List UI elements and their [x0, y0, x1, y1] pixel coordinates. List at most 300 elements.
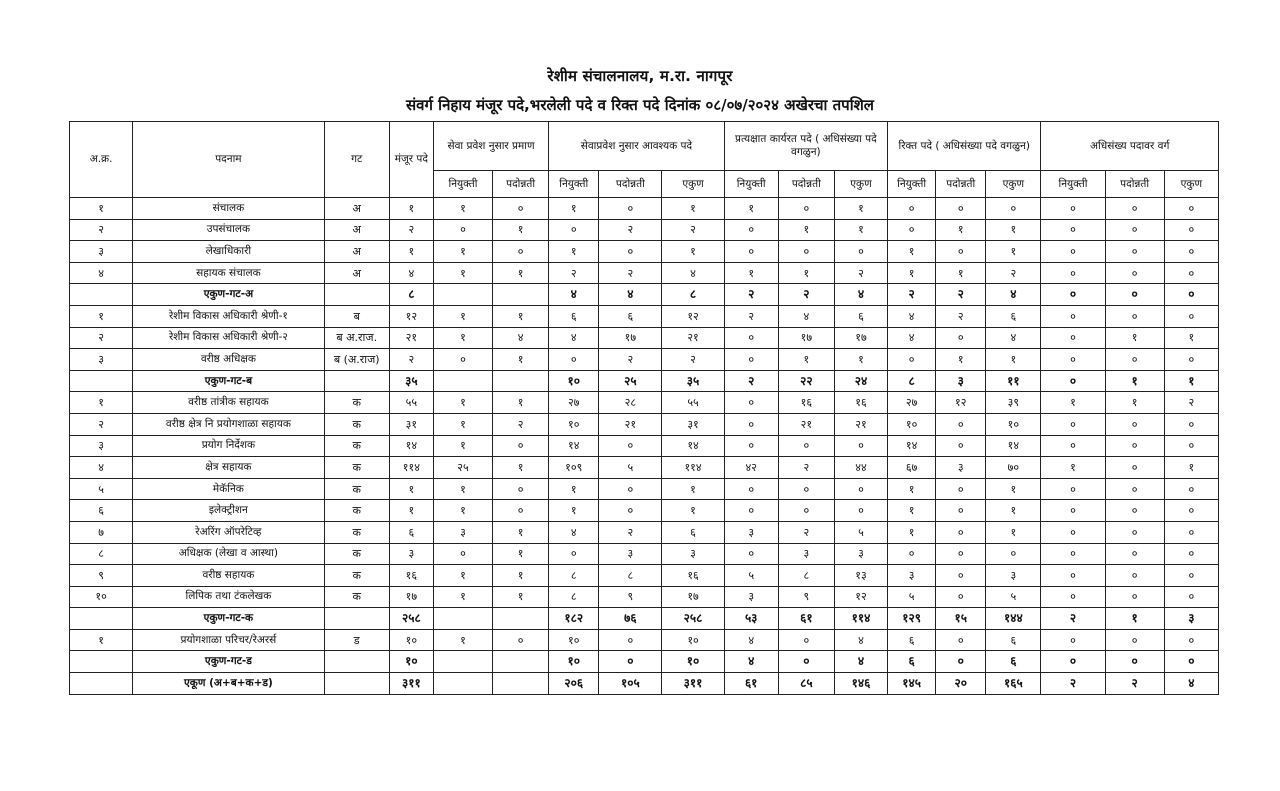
total-row	[70, 651, 1219, 673]
total-row	[70, 673, 1219, 695]
subheader-promotion: पदोन्नती	[493, 171, 549, 198]
table-cell	[493, 370, 549, 392]
table-cell: ०	[1105, 651, 1164, 673]
table-cell: ६	[549, 305, 599, 327]
table-cell: १	[986, 349, 1041, 371]
table-cell: १	[936, 219, 986, 241]
table-cell: २	[549, 262, 599, 284]
table-cell: ५	[724, 565, 778, 587]
group-cell: ड	[324, 629, 389, 651]
table-cell: १	[724, 262, 778, 284]
table-cell: ०	[599, 478, 662, 500]
group-cell: अ	[324, 198, 389, 220]
table-cell: १	[778, 262, 834, 284]
table-row	[70, 478, 1219, 500]
table-cell: ०	[834, 478, 887, 500]
table-cell: १	[986, 478, 1041, 500]
table-cell: ०	[1105, 586, 1164, 608]
table-cell: ०	[936, 198, 986, 220]
subheader-total: एकुण	[834, 171, 887, 198]
table-cell: ०	[1105, 262, 1164, 284]
group-cell: अ	[324, 219, 389, 241]
table-cell: २४	[834, 370, 887, 392]
table-row	[70, 413, 1219, 435]
table-cell: २०	[936, 673, 986, 695]
table-cell: ०	[1164, 284, 1218, 306]
table-cell: २	[888, 284, 936, 306]
table-cell: ०	[1164, 478, 1218, 500]
table-cell: १	[1164, 327, 1218, 349]
group-cell: क	[324, 478, 389, 500]
total-row	[70, 284, 1219, 306]
table-cell: ३१	[662, 413, 724, 435]
table-cell: १	[389, 198, 433, 220]
table-cell: २	[724, 370, 778, 392]
table-cell: ०	[724, 219, 778, 241]
table-cell: ५	[888, 586, 936, 608]
group-cell: ब	[324, 305, 389, 327]
table-cell: ७६	[599, 608, 662, 630]
table-cell: ०	[493, 435, 549, 457]
table-cell: १४६	[834, 673, 887, 695]
table-cell: ०	[1041, 413, 1105, 435]
post-name-cell: लिपिक तथा टंकलेखक	[133, 586, 324, 608]
serial-cell: ३	[70, 349, 133, 371]
group-cell: क	[324, 500, 389, 522]
table-cell: १४	[549, 435, 599, 457]
group-cell: क	[324, 521, 389, 543]
header-working: प्रत्यक्षात कार्यरत पदे ( अधिसंख्या पदे वगळुन)	[724, 122, 887, 171]
table-cell: ०	[724, 241, 778, 263]
table-cell: १	[493, 521, 549, 543]
table-cell: ०	[1105, 198, 1164, 220]
table-cell: ०	[936, 629, 986, 651]
table-cell: ०	[1041, 565, 1105, 587]
table-cell: ६	[986, 305, 1041, 327]
table-cell: १०	[389, 629, 433, 651]
post-name-cell: सहायक संचालक	[133, 262, 324, 284]
table-cell: ०	[834, 435, 887, 457]
table-cell: १	[493, 305, 549, 327]
table-cell: ३	[778, 543, 834, 565]
table-cell: १६	[778, 392, 834, 414]
table-cell: २५	[433, 457, 492, 479]
post-name-cell: इलेक्ट्रीशन	[133, 500, 324, 522]
table-cell: १	[493, 349, 549, 371]
table-cell: ०	[1164, 262, 1218, 284]
serial-cell: २	[70, 413, 133, 435]
table-cell: ०	[888, 219, 936, 241]
serial-cell: ७	[70, 521, 133, 543]
document-title: रेशीम संचालनालय, म.रा. नागपूर	[547, 67, 733, 85]
table-cell	[493, 673, 549, 695]
table-cell: १	[433, 198, 492, 220]
table-cell: १	[778, 349, 834, 371]
subheader-promotion: पदोन्नती	[936, 171, 986, 198]
table-cell: २	[986, 262, 1041, 284]
table-cell: १	[936, 262, 986, 284]
table-cell: ०	[493, 241, 549, 263]
table-cell: १	[433, 241, 492, 263]
table-cell: ८	[778, 565, 834, 587]
table-cell: १७	[662, 586, 724, 608]
group-cell: क	[324, 543, 389, 565]
table-cell: २७	[549, 392, 599, 414]
table-cell: १	[433, 305, 492, 327]
table-cell: १४४	[986, 608, 1041, 630]
table-cell	[433, 284, 492, 306]
serial-cell: २	[70, 327, 133, 349]
table-cell: ३	[599, 543, 662, 565]
table-cell: १	[662, 500, 724, 522]
group-cell	[324, 370, 389, 392]
table-cell: ५	[834, 521, 887, 543]
table-cell: ६	[986, 651, 1041, 673]
table-cell: ०	[1164, 435, 1218, 457]
table-cell: ५	[599, 457, 662, 479]
table-cell: ०	[936, 500, 986, 522]
table-cell: १	[662, 241, 724, 263]
table-cell: ०	[599, 500, 662, 522]
table-cell: ३	[1164, 608, 1218, 630]
table-cell: ५	[986, 586, 1041, 608]
serial-cell: १	[70, 629, 133, 651]
table-cell: १	[1105, 392, 1164, 414]
group-cell: ब (अ.राज)	[324, 349, 389, 371]
table-cell: १	[1105, 327, 1164, 349]
table-cell: ०	[724, 349, 778, 371]
table-cell: १०	[549, 651, 599, 673]
table-cell: ०	[1164, 241, 1218, 263]
table-cell: ०	[1105, 478, 1164, 500]
table-cell: १	[389, 500, 433, 522]
table-cell: २१	[389, 327, 433, 349]
table-cell: ३११	[389, 673, 433, 695]
table-cell: २	[389, 219, 433, 241]
post-name-cell: प्रयोग निर्देशक	[133, 435, 324, 457]
table-cell: ०	[936, 241, 986, 263]
table-cell: १	[1105, 608, 1164, 630]
table-cell: ०	[1164, 543, 1218, 565]
table-cell: ०	[936, 478, 986, 500]
table-row	[70, 500, 1219, 522]
table-cell: ४	[778, 305, 834, 327]
table-cell: ०	[493, 478, 549, 500]
table-cell: २१	[599, 413, 662, 435]
table-cell: ०	[549, 219, 599, 241]
table-cell: ०	[1164, 521, 1218, 543]
table-cell: १	[433, 565, 492, 587]
post-name-cell: वरीष्ठ अधिक्षक	[133, 349, 324, 371]
table-cell: १	[936, 349, 986, 371]
table-row	[70, 219, 1219, 241]
table-cell: ६	[389, 521, 433, 543]
table-cell: २	[724, 305, 778, 327]
table-cell: ०	[1164, 586, 1218, 608]
table-cell: १६	[834, 392, 887, 414]
subheader-total: एकुण	[1164, 171, 1218, 198]
group-cell: क	[324, 435, 389, 457]
table-cell: १४	[888, 435, 936, 457]
post-name-cell: संचालक	[133, 198, 324, 220]
header-vacant: रिक्त पदे ( अधिसंख्या पदे वगळुन)	[888, 122, 1041, 171]
serial-cell	[70, 673, 133, 695]
table-cell: १६५	[986, 673, 1041, 695]
table-cell: ३	[724, 586, 778, 608]
table-cell: १२	[936, 392, 986, 414]
serial-cell	[70, 284, 133, 306]
table-cell: ४	[986, 327, 1041, 349]
table-cell: ५५	[662, 392, 724, 414]
table-cell: ०	[986, 198, 1041, 220]
table-cell: ४	[986, 284, 1041, 306]
table-cell: ४	[389, 262, 433, 284]
group-cell	[324, 673, 389, 695]
post-name-cell: वरीष्ठ सहायक	[133, 565, 324, 587]
table-cell: ४	[599, 284, 662, 306]
header-group: गट	[324, 122, 389, 198]
table-cell: ०	[1041, 305, 1105, 327]
serial-cell: ४	[70, 457, 133, 479]
table-cell: १	[549, 478, 599, 500]
serial-cell: ९	[70, 565, 133, 587]
post-name-cell: वरीष्ठ क्षेत्र नि प्रयोगशाळा सहायक	[133, 413, 324, 435]
table-cell: ०	[1164, 413, 1218, 435]
table-cell: २	[599, 262, 662, 284]
subheader-promotion: पदोन्नती	[1105, 171, 1164, 198]
table-cell: १	[493, 392, 549, 414]
total-label-cell: एकुण-गट-ब	[133, 370, 324, 392]
table-cell: २	[662, 349, 724, 371]
table-cell: १०	[662, 651, 724, 673]
table-cell: ३	[936, 457, 986, 479]
table-cell: ०	[433, 349, 492, 371]
table-row	[70, 349, 1219, 371]
table-cell: १७	[834, 327, 887, 349]
table-cell: १	[834, 349, 887, 371]
table-cell: ३	[662, 543, 724, 565]
subheader-appointment: नियुक्ती	[888, 171, 936, 198]
table-cell: ११४	[834, 608, 887, 630]
table-cell: १	[888, 478, 936, 500]
table-cell: १०	[888, 413, 936, 435]
group-cell	[324, 284, 389, 306]
table-cell: २८	[599, 392, 662, 414]
serial-cell: ३	[70, 241, 133, 263]
serial-cell: १	[70, 198, 133, 220]
table-row	[70, 327, 1219, 349]
table-cell: ०	[1105, 565, 1164, 587]
table-body	[70, 198, 1219, 695]
posts-table	[69, 121, 1219, 695]
serial-cell: २	[70, 219, 133, 241]
table-cell: ३५	[662, 370, 724, 392]
table-cell: ४	[549, 284, 599, 306]
table-cell: ८	[549, 586, 599, 608]
serial-cell: ४	[70, 262, 133, 284]
table-cell: ३११	[662, 673, 724, 695]
table-cell: १	[389, 241, 433, 263]
table-cell: १४	[986, 435, 1041, 457]
table-cell: १	[433, 262, 492, 284]
table-cell: १	[986, 241, 1041, 263]
table-cell: ४	[662, 262, 724, 284]
table-cell: १३	[834, 565, 887, 587]
table-cell: ०	[1105, 241, 1164, 263]
table-cell: ०	[936, 565, 986, 587]
table-cell: २७	[888, 392, 936, 414]
table-cell: ०	[1041, 629, 1105, 651]
table-cell: ६	[986, 629, 1041, 651]
table-cell: ७०	[986, 457, 1041, 479]
table-cell: ०	[433, 543, 492, 565]
table-cell: ६	[834, 305, 887, 327]
table-cell: १	[549, 500, 599, 522]
table-cell: ०	[549, 543, 599, 565]
table-cell: १	[389, 478, 433, 500]
table-cell: १४	[662, 435, 724, 457]
header-sr: अ.क्र.	[70, 122, 133, 198]
table-cell: ०	[724, 327, 778, 349]
table-cell: ०	[936, 651, 986, 673]
table-cell: १	[493, 219, 549, 241]
table-cell: ०	[1164, 565, 1218, 587]
table-cell: ०	[1041, 651, 1105, 673]
table-cell: ४	[834, 651, 887, 673]
table-cell: १	[493, 565, 549, 587]
table-cell: १	[1164, 370, 1218, 392]
table-row	[70, 305, 1219, 327]
table-cell: १	[888, 500, 936, 522]
table-cell: १	[834, 219, 887, 241]
table-cell: ४	[834, 284, 887, 306]
table-cell: ३	[433, 521, 492, 543]
table-cell: १	[1041, 457, 1105, 479]
group-cell: अ	[324, 262, 389, 284]
table-cell: ३	[936, 370, 986, 392]
table-cell: २	[599, 349, 662, 371]
table-cell: १०	[549, 413, 599, 435]
table-cell: १	[433, 478, 492, 500]
table-cell: १५	[936, 608, 986, 630]
table-cell: ०	[599, 198, 662, 220]
table-cell	[493, 608, 549, 630]
table-cell: ६	[888, 629, 936, 651]
table-cell: ०	[834, 241, 887, 263]
table-cell	[433, 673, 492, 695]
post-name-cell: क्षेत्र सहायक	[133, 457, 324, 479]
subheader-appointment: नियुक्ती	[1041, 171, 1105, 198]
table-cell: २१	[778, 413, 834, 435]
table-cell: ०	[778, 478, 834, 500]
table-cell: १	[433, 413, 492, 435]
table-cell: १७	[599, 327, 662, 349]
table-cell: १७	[778, 327, 834, 349]
serial-cell: १	[70, 392, 133, 414]
table-cell: ११४	[389, 457, 433, 479]
table-cell: ०	[1041, 284, 1105, 306]
serial-cell	[70, 651, 133, 673]
table-cell: १६	[389, 565, 433, 587]
table-cell: ०	[778, 241, 834, 263]
table-cell: ०	[834, 500, 887, 522]
table-cell: १८२	[549, 608, 599, 630]
group-cell: क	[324, 565, 389, 587]
table-cell: ०	[599, 651, 662, 673]
table-cell: १	[549, 198, 599, 220]
table-cell: २	[599, 521, 662, 543]
table-cell: ३५	[389, 370, 433, 392]
table-cell: १	[888, 521, 936, 543]
table-cell: ०	[1041, 198, 1105, 220]
table-cell: २	[493, 413, 549, 435]
subheader-promotion: पदोन्नती	[778, 171, 834, 198]
table-cell: ०	[1041, 219, 1105, 241]
table-cell: २	[936, 284, 986, 306]
table-cell: १	[433, 500, 492, 522]
table-cell: १	[662, 478, 724, 500]
table-cell: १	[433, 327, 492, 349]
table-cell: १६	[662, 565, 724, 587]
table-cell: ०	[1041, 327, 1105, 349]
table-row	[70, 629, 1219, 651]
table-cell: १	[493, 586, 549, 608]
table-cell: ०	[1164, 651, 1218, 673]
table-cell: ०	[549, 349, 599, 371]
serial-cell: ८	[70, 543, 133, 565]
table-cell: ०	[599, 435, 662, 457]
table-cell: ६	[599, 305, 662, 327]
table-cell: २०६	[549, 673, 599, 695]
table-cell: २५८	[389, 608, 433, 630]
table-cell: ३	[724, 521, 778, 543]
table-cell: ०	[724, 435, 778, 457]
table-cell: ४	[834, 629, 887, 651]
serial-cell: १०	[70, 586, 133, 608]
subheader-appointment: नियुक्ती	[724, 171, 778, 198]
table-cell: १२९	[888, 608, 936, 630]
table-cell: ०	[936, 327, 986, 349]
table-cell: २	[724, 284, 778, 306]
table-row	[70, 521, 1219, 543]
table-cell: ०	[936, 435, 986, 457]
table-cell: ०	[1041, 435, 1105, 457]
table-cell: १२	[662, 305, 724, 327]
table-cell: ०	[493, 198, 549, 220]
table-cell: ०	[1105, 284, 1164, 306]
table-row	[70, 543, 1219, 565]
table-cell: ०	[493, 629, 549, 651]
total-row	[70, 608, 1219, 630]
table-row	[70, 392, 1219, 414]
subheader-total: एकुण	[986, 171, 1041, 198]
post-name-cell: रेशीम विकास अधिकारी श्रेणी-१	[133, 305, 324, 327]
serial-cell: ६	[70, 500, 133, 522]
table-cell: १	[433, 435, 492, 457]
subheader-total: एकुण	[662, 171, 724, 198]
table-cell: २	[1041, 673, 1105, 695]
table-cell: ३९	[986, 392, 1041, 414]
table-cell: १	[986, 521, 1041, 543]
table-cell: ८	[888, 370, 936, 392]
header-sanctioned: मंजूर पदे	[389, 122, 433, 198]
table-cell: ०	[778, 629, 834, 651]
group-cell	[324, 608, 389, 630]
table-cell: ०	[1164, 198, 1218, 220]
table-row	[70, 241, 1219, 263]
serial-cell: ३	[70, 435, 133, 457]
table-cell: ०	[778, 651, 834, 673]
